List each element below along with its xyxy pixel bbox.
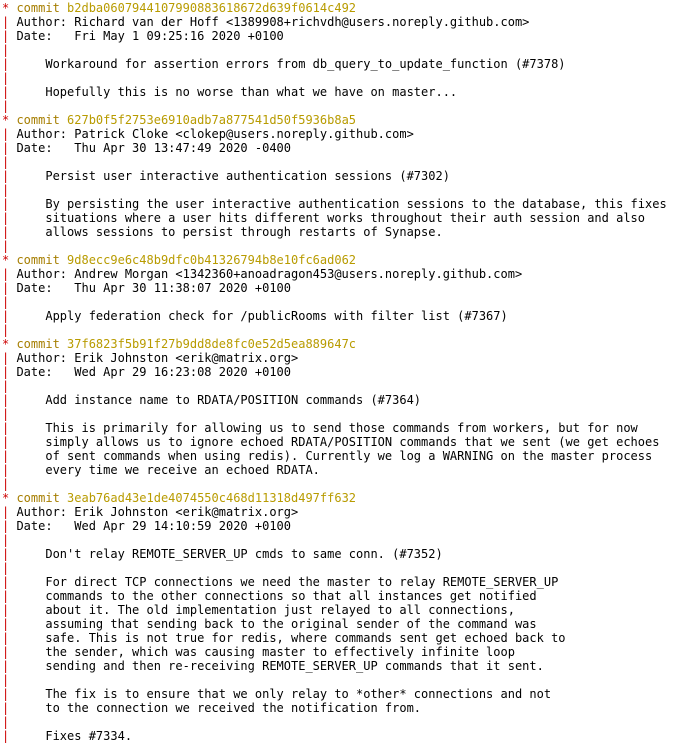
graph-branch-marker: | <box>2 239 10 253</box>
message-text: simply allows us to ignore echoed RDATA/POSITION commands that we sent (we get echoes <box>16 435 660 449</box>
commit-header-line <box>2 337 692 351</box>
author-line <box>2 505 692 519</box>
graph-branch-marker: | <box>2 141 17 155</box>
graph-branch-marker: | <box>2 435 17 449</box>
graph-commit-marker: * <box>2 113 17 127</box>
graph-branch-marker: | <box>2 477 10 491</box>
graph-branch-marker: | <box>2 631 17 645</box>
commit-hash: 37f6823f5b91f27b9dd8de8fc0e52d5ea889647c <box>67 337 357 351</box>
author-text: Author: Erik Johnston <erik@matrix.org> <box>16 351 299 365</box>
graph-spacer-line <box>2 715 692 729</box>
message-text: commands to the other connections so that all instances get notified <box>16 589 537 603</box>
message-line <box>2 421 692 435</box>
graph-commit-marker: * <box>2 253 17 267</box>
graph-branch-marker: | <box>2 603 17 617</box>
message-text: Fixes #7334. <box>16 729 133 743</box>
date-text: Date: Wed Apr 29 16:23:08 2020 +0100 <box>16 365 291 379</box>
graph-branch-marker: | <box>2 29 17 43</box>
message-line <box>2 309 692 323</box>
author-line <box>2 127 692 141</box>
commit-label: commit <box>16 1 68 15</box>
graph-branch-marker: | <box>2 463 17 477</box>
commit-label: commit <box>16 253 68 267</box>
message-text: By persisting the user interactive authentication sessions to the database, this fixes <box>16 197 667 211</box>
commit-header-line <box>2 113 692 127</box>
message-text: This is primarily for allowing us to send those commands from workers, but for now <box>16 421 638 435</box>
graph-spacer-line <box>2 673 692 687</box>
graph-branch-marker: | <box>2 351 17 365</box>
message-text: Hopefully this is no worse than what we have on master... <box>16 85 458 99</box>
graph-branch-marker: | <box>2 701 17 715</box>
graph-branch-marker: | <box>2 169 17 183</box>
commit-hash: 627b0f5f2753e6910adb7a877541d50f5936b8a5 <box>67 113 357 127</box>
message-text: safe. This is not true for redis, where commands sent get echoed back to <box>16 631 566 645</box>
message-line <box>2 617 692 631</box>
date-text: Date: Thu Apr 30 13:47:49 2020 -0400 <box>16 141 291 155</box>
graph-branch-marker: | <box>2 575 17 589</box>
graph-spacer-line <box>2 407 692 421</box>
author-text: Author: Andrew Morgan <1342360+anoadragon453@users.noreply.github.com> <box>16 267 523 281</box>
graph-branch-marker: | <box>2 533 10 547</box>
graph-spacer-line <box>2 239 692 253</box>
message-line <box>2 729 692 743</box>
message-line <box>2 449 692 463</box>
message-line <box>2 211 692 225</box>
date-line <box>2 141 692 155</box>
graph-spacer-line <box>2 155 692 169</box>
message-text: about it. The old implementation just relayed to all connections, <box>16 603 515 617</box>
message-line <box>2 85 692 99</box>
message-line <box>2 645 692 659</box>
message-line <box>2 169 692 183</box>
graph-branch-marker: | <box>2 715 10 729</box>
graph-branch-marker: | <box>2 15 17 29</box>
date-text: Date: Fri May 1 09:25:16 2020 +0100 <box>16 29 284 43</box>
message-text: Add instance name to RDATA/POSITION commands (#7364) <box>16 393 422 407</box>
graph-spacer-line <box>2 99 692 113</box>
message-text: assuming that sending back to the original sender of the command was <box>16 617 537 631</box>
graph-branch-marker: | <box>2 379 10 393</box>
message-line <box>2 659 692 673</box>
graph-branch-marker: | <box>2 687 17 701</box>
author-text: Author: Patrick Cloke <clokep@users.noreply.github.com> <box>16 127 414 141</box>
message-line <box>2 575 692 589</box>
graph-branch-marker: | <box>2 99 10 113</box>
graph-spacer-line <box>2 561 692 575</box>
message-text: situations where a user hits different works throughout their auth session and also <box>16 211 645 225</box>
graph-branch-marker: | <box>2 393 17 407</box>
graph-spacer-line <box>2 295 692 309</box>
graph-branch-marker: | <box>2 155 10 169</box>
message-text: to the connection we received the notification from. <box>16 701 422 715</box>
message-text: Don't relay REMOTE_SERVER_UP cmds to same conn. (#7352) <box>16 547 443 561</box>
graph-branch-marker: | <box>2 729 17 743</box>
graph-branch-marker: | <box>2 295 10 309</box>
graph-branch-marker: | <box>2 267 17 281</box>
graph-branch-marker: | <box>2 85 17 99</box>
message-line <box>2 701 692 715</box>
graph-branch-marker: | <box>2 57 17 71</box>
author-text: Author: Richard van der Hoff <1389908+richvdh@users.noreply.github.com> <box>16 15 530 29</box>
message-line <box>2 463 692 477</box>
commit-hash: 3eab76ad43e1de4074550c468d11318d497ff632 <box>67 491 357 505</box>
graph-branch-marker: | <box>2 365 17 379</box>
message-line <box>2 589 692 603</box>
author-line <box>2 351 692 365</box>
graph-branch-marker: | <box>2 589 17 603</box>
message-text: The fix is to ensure that we only relay to *other* connections and not <box>16 687 552 701</box>
graph-commit-marker: * <box>2 491 17 505</box>
message-line <box>2 197 692 211</box>
message-line <box>2 393 692 407</box>
message-line <box>2 435 692 449</box>
author-line <box>2 15 692 29</box>
message-line <box>2 687 692 701</box>
message-line <box>2 603 692 617</box>
message-text: Workaround for assertion errors from db_query_to_update_function (#7378) <box>16 57 566 71</box>
graph-branch-marker: | <box>2 421 17 435</box>
graph-branch-marker: | <box>2 561 10 575</box>
message-text: Persist user interactive authentication sessions (#7302) <box>16 169 450 183</box>
graph-branch-marker: | <box>2 43 10 57</box>
graph-branch-marker: | <box>2 547 17 561</box>
graph-branch-marker: | <box>2 407 10 421</box>
commit-label: commit <box>16 113 68 127</box>
date-text: Date: Thu Apr 30 11:38:07 2020 +0100 <box>16 281 291 295</box>
author-text: Author: Erik Johnston <erik@matrix.org> <box>16 505 299 519</box>
graph-spacer-line <box>2 533 692 547</box>
message-text: sending and then re-receiving REMOTE_SERVER_UP commands that it sent. <box>16 659 544 673</box>
date-line <box>2 29 692 43</box>
graph-commit-marker: * <box>2 1 17 15</box>
date-line <box>2 519 692 533</box>
message-line <box>2 57 692 71</box>
message-line <box>2 631 692 645</box>
graph-branch-marker: | <box>2 127 17 141</box>
graph-branch-marker: | <box>2 281 17 295</box>
graph-spacer-line <box>2 183 692 197</box>
graph-spacer-line <box>2 43 692 57</box>
message-text: For direct TCP connections we need the master to relay REMOTE_SERVER_UP <box>16 575 559 589</box>
graph-branch-marker: | <box>2 449 17 463</box>
graph-branch-marker: | <box>2 659 17 673</box>
graph-branch-marker: | <box>2 645 17 659</box>
graph-commit-marker: * <box>2 337 17 351</box>
author-line <box>2 267 692 281</box>
graph-branch-marker: | <box>2 225 17 239</box>
graph-branch-marker: | <box>2 323 10 337</box>
graph-branch-marker: | <box>2 71 10 85</box>
message-line <box>2 547 692 561</box>
graph-branch-marker: | <box>2 673 10 687</box>
graph-branch-marker: | <box>2 505 17 519</box>
commit-label: commit <box>16 337 68 351</box>
date-line <box>2 365 692 379</box>
message-line <box>2 225 692 239</box>
graph-branch-marker: | <box>2 211 17 225</box>
commit-header-line <box>2 1 692 15</box>
graph-branch-marker: | <box>2 309 17 323</box>
graph-spacer-line <box>2 379 692 393</box>
date-text: Date: Wed Apr 29 14:10:59 2020 +0100 <box>16 519 291 533</box>
message-text: of sent commands when using redis). Currently we log a WARNING on the master process <box>16 449 653 463</box>
graph-branch-marker: | <box>2 197 17 211</box>
commit-label: commit <box>16 491 68 505</box>
graph-branch-marker: | <box>2 519 17 533</box>
commit-hash: 9d8ecc9e6c48b9dfc0b41326794b8e10fc6ad062 <box>67 253 357 267</box>
graph-spacer-line <box>2 477 692 491</box>
message-text: every time we receive an echoed RDATA. <box>16 463 320 477</box>
message-text: the sender, which was causing master to effectively infinite loop <box>16 645 515 659</box>
graph-branch-marker: | <box>2 183 10 197</box>
graph-spacer-line <box>2 323 692 337</box>
commit-hash: b2dba0607944107990883618672d639f0614c492 <box>67 1 357 15</box>
message-text: Apply federation check for /publicRooms with filter list (#7367) <box>16 309 508 323</box>
graph-branch-marker: | <box>2 617 17 631</box>
commit-header-line <box>2 491 692 505</box>
graph-spacer-line <box>2 71 692 85</box>
commit-header-line <box>2 253 692 267</box>
message-text: allows sessions to persist through restarts of Synapse. <box>16 225 443 239</box>
date-line <box>2 281 692 295</box>
